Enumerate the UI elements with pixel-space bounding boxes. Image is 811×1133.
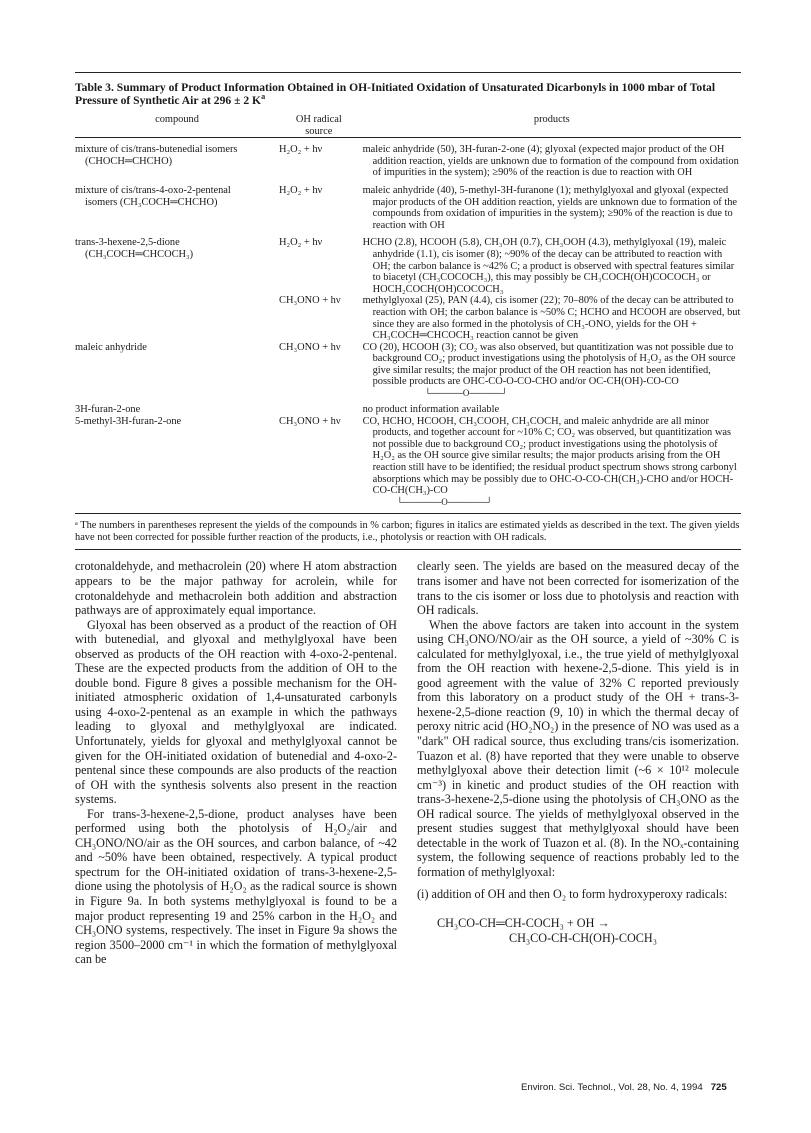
ring-bracket: └─────O─────┘: [424, 388, 508, 399]
compound-name: mixture of cis/trans-butenedial isomers: [75, 144, 238, 156]
products-text: CO, HCHO, HCOOH, CH₃COOH, CH₃COCH, and maleic anhydride are all minor products, and together account for ~10% C; CO₂ was observed, but quantitization was not possible due to background CO₂; product investigations using the photolysis of H₂O₂ as the OH source give similar results; the major products arising from the OH reaction still have to be identified; the residual product spectrum shows strong carbonyl absorptions which may be possibly due to OHC-O-CO-CH(CH₃)-CHO and/or HOCH-CO-CH(CH₃)-CO: [362, 415, 737, 497]
compound-formula: (CH₃COCH═CHCOCH₃): [85, 248, 194, 260]
journal-citation: Environ. Sci. Technol., Vol. 28, No. 4, 1994: [521, 1082, 703, 1093]
table-row: [75, 295, 741, 341]
paragraph: clearly seen. The yields are based on the measured decay of the trans isomer and have not been corrected for isomerization of the trans to the cis isomer or loss due to photolysis and reaction with OH radicals.: [417, 559, 739, 618]
table-caption: Table 3. Summary of Product Information Obtained in OH-Initiated Oxidation of Unsaturated Dicarbonyls in 1000 mbar of Total Pressure of Synthetic Air at 296 ± 2 $K^a$: [75, 81, 716, 107]
ring-bracket: └──────O──────┘: [396, 496, 493, 507]
table-row: [75, 342, 741, 398]
compound-name: 3H-furan-2-one: [75, 404, 141, 416]
right-column: [417, 559, 739, 945]
oh-source: [279, 404, 359, 416]
paragraph: When the above factors are taken into account in the system using CH₃ONO/NO/air as the OH source, a yield of ~30% C is calculated for methylglyoxal, i.e., the true yield of methylglyoxal from the OH reaction with hexene-2,5-dione. This yield is in good agreement with the value of 32% C reported previously from this laboratory on a product study of the OH + trans-3-hexene-2,5-dione reaction (9, 10) in which the thermal decay of peroxy nitric acid (HO₂NO₂) in the presence of NO was used as a "dark" OH radical source, thus excluding trans/cis isomerization. Tuazon et al. (8) have reported that they were unable to observe methylglyoxal above their detection limit (~6 × 10¹² molecule cm⁻³) in kinetic and product studies of the OH reaction with trans-3-hexene-2,5-dione using the photolysis of CH₃ONO as the OH radical source. The yields of methylglyoxal observed in the present studies suggest that methylglyoxal should have been detectable in the work of Tuazon et al. (8). In the NOₓ-containing system, the following sequence of reactions probably led to the formation of methylglyoxal:: [417, 617, 739, 879]
table-row: [75, 416, 741, 507]
oh-source: H₂O₂ + hν: [279, 184, 323, 196]
compound-name: trans-3-hexene-2,5-dione: [75, 237, 180, 249]
products-text: methylglyoxal (25), PAN (4.4), cis isomer (22); 70–80% of the decay can be attributed to reaction with OH; the carbon balance is ~50% C; HCHO and HCOOH are observed, but since they are also formed in the photolysis of CH₃-ONO, yields for the OH + CH₃COCH═CHCOCH₃ reaction cannot be given: [362, 295, 741, 342]
compound-name: mixture of cis/trans-4-oxo-2-pentenal: [75, 184, 231, 196]
page: [75, 72, 741, 967]
compound-name: 5-methyl-3H-furan-2-one: [75, 415, 182, 427]
header-source: OH radical source: [279, 114, 359, 138]
compound-name: maleic anhydride: [75, 341, 147, 353]
compound-formula: isomers (CH₃COCH═CHCHO): [85, 196, 218, 208]
paragraph: For trans-3-hexene-2,5-dione, product analyses have been performed using both the photolysis of H₂O₂/air and CH₃ONO/NO/air as the OH sources, and carbon balance, of ~42 and ~50% have been obtained, respectively. A typical product spectrum for the OH-initiated oxidation of trans-3-hexene-2,5-dione using the photolysis of H₂O₂ as the radical source is shown in Figure 9a. In both systems methylglyoxal is found to be a major product representing 19 and 25% carbon in the H₂O₂ and CH₃ONO systems, respectively. The inset in Figure 9a shows the region 3500–2000 cm⁻¹ in which the formation of methylglyoxal can be: [75, 806, 397, 967]
products-text: maleic anhydride (40), 5-methyl-3H-furanone (1); methylglyoxal and glyoxal (expected major products of the OH addition reaction, yields are unknown due to formation of the compounds from oxidation of impurities in the system); ≥90% of the reaction is due to reaction with OH: [362, 184, 738, 231]
page-number: 725: [710, 1082, 727, 1093]
table-row: [75, 404, 741, 416]
paragraph: crotonaldehyde, and methacrolein (20) where H atom abstraction appears to be the major pathway for acrolein, while for crotonaldehyde and methacrolein both addition and abstraction pathways are of approximately equal importance.: [75, 559, 397, 618]
table-header-row: [75, 114, 741, 138]
oh-source: CH₃ONO + hν: [279, 341, 341, 353]
oh-source: CH₃ONO + hν: [279, 415, 341, 427]
oh-source: H₂O₂ + hν: [279, 237, 323, 249]
products-text: no product information available: [362, 404, 500, 416]
paragraph: (i) addition of OH and then O₂ to form hydroxyperoxy radicals:: [417, 887, 728, 902]
table-footnote: ᵃ The numbers in parentheses represent the yields of the compounds in % carbon; figures in italics are estimated yields as described in the text. The given yields have not been corrected for possible further reaction of the products, i.e., photolysis or reaction with OH radicals.: [75, 514, 741, 551]
products-text: HCHO (2.8), HCOOH (5.8), CH₃OH (0.7), CH₃OOH (4.3), methylglyoxal (19), maleic anhydride (1.1), cis isomer (8); ~90% of the decay can be attributed to reaction with OH; the carbon balance is ~42% C; a product is observed with spectral features similar to biacetyl (CH₃COCOCH₃), this may possibly be CH₃COCH(OH)COCOCH₃ or HOCH₂COCH(OH)COCOCH₃: [362, 237, 735, 295]
header-products: products: [359, 114, 741, 138]
header-compound: compound: [75, 114, 279, 138]
products-text: maleic anhydride (50), 3H-furan-2-one (4); glyoxal (expected major product of the OH addition reaction, yields are unknown due to formation of the compound from oxidation of impurities in the system); ≥90% of the reaction is due to reaction with OH: [362, 144, 739, 179]
equation-line: CH₃CO-CH-CH(OH)-COCH₃: [509, 930, 657, 945]
table-row: [75, 185, 741, 231]
table-row: [75, 237, 741, 295]
table-row: [75, 144, 741, 179]
oh-source: H₂O₂ + hν: [279, 144, 323, 156]
product-table: [75, 114, 741, 507]
top-rule: [75, 72, 741, 73]
oh-source: CH₃ONO + hν: [279, 295, 341, 307]
compound-formula: (CHOCH═CHCHO): [85, 155, 173, 167]
equation-line: CH₃CO-CH═CH-COCH₃ + OH →: [437, 915, 610, 930]
page-footer: [521, 1082, 727, 1093]
left-column: [75, 559, 397, 966]
products-text: CO (20), HCOOH (3); CO₂ was also observed, but quantitization was not possible due to background CO₂; product investigations using the photolysis of H₂O₂ as the OH source give similar results; the major product of the OH reaction has not been identified, possible products are OHC-CO-O-CO-CHO and/or OC-CH(OH)-CO-CO: [362, 341, 736, 388]
paragraph: Glyoxal has been observed as a product of the reaction of OH with butenedial, and glyoxal and methylglyoxal have been observed as products of the OH reaction with 4-oxo-2-pentenal. These are the expected products from the addition of OH to the double bond. Figure 8 gives a possible mechanism for the OH-initiated atmospheric oxidation of 1,4-unsaturated carbonyls using 4-oxo-2-pentenal as an example in which the pathways leading to glyoxal and methylglyoxal are indicated. Unfortunately, yields for glyoxal and methylglyoxal cannot be given for the OH-initiated oxidation of butenedial and 4-oxo-2-pentenal since these compounds are also products of the reaction of OH with the synthesis solvents also present in the reaction systems.: [75, 617, 397, 807]
